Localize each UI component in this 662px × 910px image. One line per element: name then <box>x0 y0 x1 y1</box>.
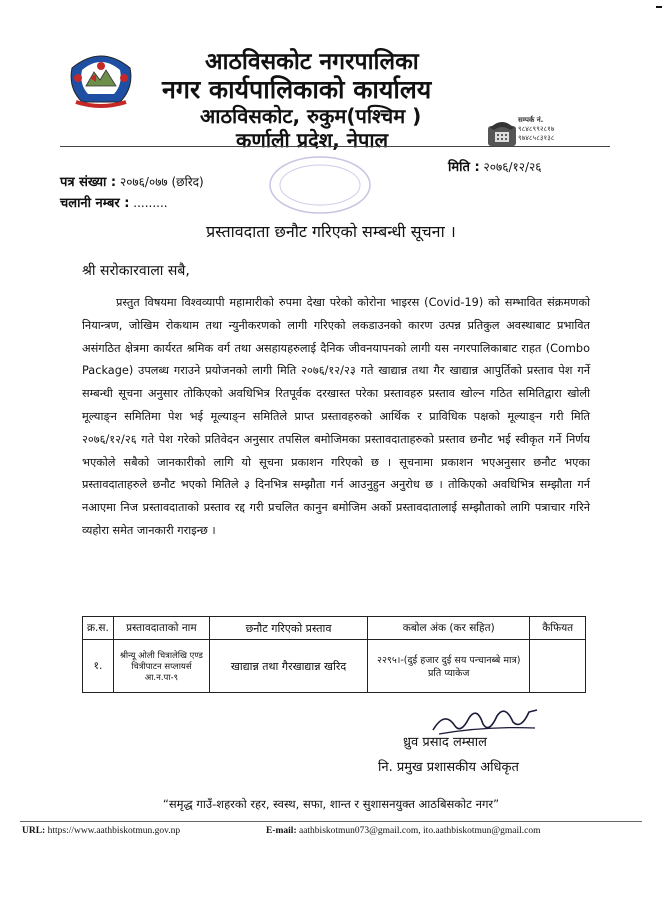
reference-value: २०७६/०७७ (छरिद) <box>119 175 204 189</box>
contact-numbers <box>518 116 554 143</box>
url-label: URL: <box>22 826 46 836</box>
office-name: नगर कार्यपालिकाको कार्यालय <box>162 75 432 104</box>
cell-serial: १. <box>83 640 114 693</box>
telephone-icon <box>486 118 518 148</box>
reference-label: पत्र संख्या : <box>60 175 117 190</box>
footer-url <box>22 826 180 836</box>
cell-bidder-name: श्रीन्यू ओली चित्रालेखि एण्ड चित्रीपाटन सप्लायर्स आ.न.पा-९ <box>113 640 209 693</box>
notice-body: प्रस्तुत विषयमा विश्वव्यापी महामारीको रुपमा देखा परेको कोरोना भाइरस (Covid-19) को सम्भावित संक्रमणको नियान्त्रण, जोखिम रोकथाम तथा न्युनीकरणको लागी गरिएको लकडाउनको कारण उत्पन्न प्रतिकुल अवस्थाबाट प्रभावित असंगठित क्षेत्रमा कार्यरत श्रमिक वर्ग तथा असहायहरुलाई दैनिक जीवनयापनको लागी यस नगरपालिकाबाट राहत (Combo Package) उपलब्ध गराउने प्रयोजनको लागी मिति २०७६/१२/२३ गते खाद्यान्न तथा गैर खाद्यान्न आपुर्तिको प्रस्ताव पेश गर्ने सम्बन्धी सूचना अनुसार तोकिएको अवधिभित्र रितपूर्वक दरखास्त परेका प्रस्तावहरु प्रस्ताव खोल्न गठित समितिद्वारा खोली मूल्याङ्न समितिमा पेश भई मूल्याङ्न समितिले प्राप्त प्रस्तावहरुको आर्थिक र प्राविधिक पक्षको मूल्याङ्न गरी मिति २०७६/१२/२६ गते पेश गरेको प्रतिवेदन अनुसार तपसिल बमोजिमका प्रस्तावदाताहरुको प्रस्ताव छनौट भई स्वीकृत गर्ने निर्णय भएकोले सबैको जानकारीको लागि यो सूचना प्रकाशन गरिएको छ । सूचनामा प्रकाशन भएअनुसार छनौट भएका प्रस्तावदाताहरुले छनौट भएको मितिले ३ दिनभित्र सम्झौता गर्न आउनुहुन अनुरोध छ । तोकिएको अवधिभित्र सम्झौता गर्न नआएमा निज प्रस्तावदाताको प्रस्ताव रद्द गरी प्रचलित कानुन बमोजिम अर्को प्रस्तावदातालाई सम्झौताको लागि पत्राचार गरिने व्यहोरा समेत जानकारी गराइन्छ । <box>82 296 591 537</box>
province-country: कर्णाली प्रदेश, नेपाल <box>236 128 389 152</box>
signatory-title: नि. प्रमुख प्रशासकीय अधिकृत <box>378 760 519 775</box>
selected-bidders-table <box>82 616 586 693</box>
contact-label: सम्पर्क नं. <box>518 116 544 124</box>
office-stamp-icon <box>265 150 375 220</box>
office-address: आठविसकोट, रुकुम(पश्चिम ) <box>200 104 422 128</box>
footer-divider <box>20 821 642 822</box>
cell-quoted-amount: २२९५।-(दुई हजार दुई सय पन्चानब्बे मात्र) प्रति प्याकेज <box>368 640 530 693</box>
contact-number-1: ९८४८९९२८१७ <box>518 125 555 133</box>
table-row <box>83 640 586 693</box>
municipality-name: आठविसकोट नगरपालिका <box>205 49 419 75</box>
nepal-emblem-icon <box>66 48 136 110</box>
signatory-name: ध्रुव प्रसाद लम्साल <box>403 735 487 750</box>
url-link[interactable]: https://www.aathbiskotmun.gov.np <box>47 826 181 836</box>
header-divider <box>60 146 610 147</box>
col-selected-proposal: छनौट गरिएको प्रस्ताव <box>209 617 367 640</box>
dispatch-value: ......... <box>133 196 168 210</box>
salutation: श्री सरोकारवाला सबै, <box>82 263 190 279</box>
dispatch-label: चलानी नम्बर : <box>60 196 130 211</box>
footer-email <box>266 826 541 836</box>
cell-remarks <box>530 640 586 693</box>
table-header-row <box>83 617 586 640</box>
email-label: E-mail: <box>266 826 297 836</box>
contact-number-2: ९७४८५८३१३८ <box>518 134 555 142</box>
date-label: मिति : <box>448 160 480 175</box>
email-link[interactable]: aathbiskotmun073@gmail.com, ito.aathbiskotmun@gmail.com <box>298 826 541 836</box>
date-value: २०७६/१२/२६ <box>483 160 542 174</box>
col-quoted-amount: कबोल अंक (कर सहित) <box>368 617 530 640</box>
col-remarks: कैफियत <box>530 617 586 640</box>
page-edge-mark <box>656 6 662 8</box>
reference-line <box>60 172 204 190</box>
col-bidder-name: प्रस्तावदाताको नाम <box>113 617 209 640</box>
date-line <box>448 157 542 175</box>
col-serial: क्र.स. <box>83 617 114 640</box>
cell-selected-proposal: खाद्यान्न तथा गैरखाद्यान्न खरिद <box>209 640 367 693</box>
footer-motto: “समृद्ध गाउँ-शहरको रहर, स्वस्थ, सफा, शान्त र सुशासनयुक्त आठबिसकोट नगर” <box>162 797 500 811</box>
dispatch-line <box>60 193 168 211</box>
notice-title: प्रस्तावदाता छनौट गरिएको सम्बन्धी सूचना । <box>206 222 456 241</box>
